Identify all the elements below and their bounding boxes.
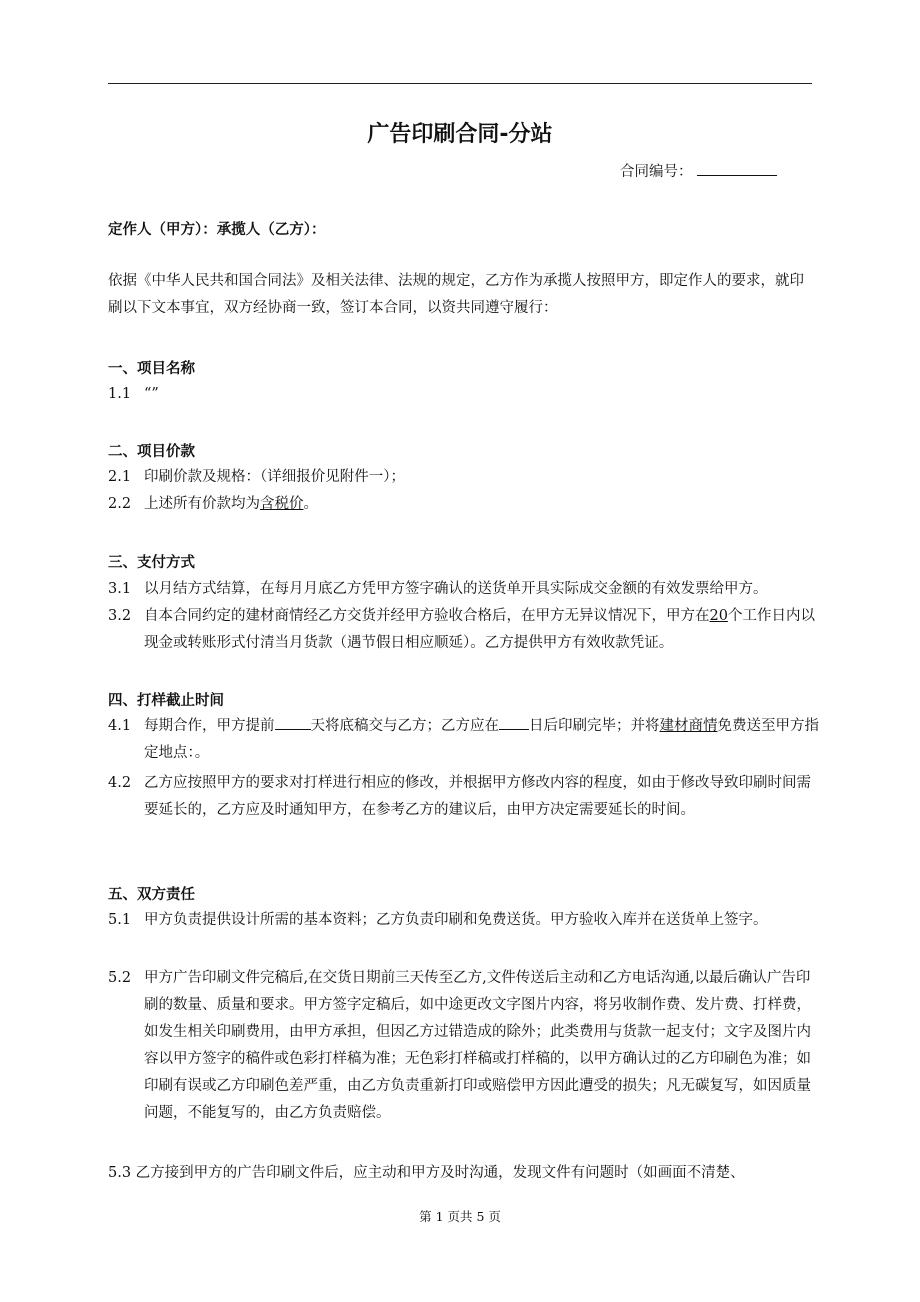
clause-text: 5.3 乙方接到甲方的广告印刷文件后，应主动和甲方及时沟通，发现文件有问题时（如画面不清楚、: [108, 1165, 745, 1181]
clause-text: 甲方负责提供设计所需的基本资料；乙方负责印刷和免费送货。甲方验收入库并在送货单上签字。: [144, 912, 768, 928]
days-count: 20: [709, 608, 728, 624]
clause-number: 4.2: [108, 775, 132, 791]
clause-text: “”: [144, 386, 159, 402]
tax-inclusive-term: 含税价: [260, 496, 304, 512]
header-rule: [108, 83, 812, 84]
clause-text: 甲方广告印刷文件完稿后,在交货日期前三天传至乙方,文件传送后主动和乙方电话沟通,以最后确认广告印刷的数量、质量和要求。甲方签字定稿后，如中途更改文字图片内容，将另收制作费、发片费、打样费，如发生相关印刷费用，由甲方承担，但因乙方过错造成的除外；此类费用与货款一起支付；文字及图片内容以甲方签字的稿件或色彩打样稿为准；无色彩打样稿或打样稿的，以甲方确认过的乙方印刷色为准；如印刷有误或乙方印刷色差严重，由乙方负责重新打印或赔偿甲方因此遭受的损失；凡无碳复写，如因质量问题，不能复写的，由乙方负责赔偿。: [144, 970, 811, 1121]
clause-number: 2.1: [108, 469, 132, 485]
clause-3-2: [108, 603, 820, 657]
clause-number: 5.1: [108, 912, 132, 928]
clause-5-2: [108, 965, 820, 1127]
contract-number-label: 合同编号：: [620, 164, 693, 180]
intro-paragraph: 依据《中华人民共和国合同法》及相关法律、法规的规定，乙方作为承揽人按照甲方，即定作人的要求，就印刷以下文本事宜，双方经协商一致，签订本合同，以资共同遵守履行：: [108, 273, 804, 316]
clause-number: 1.1: [108, 386, 132, 402]
section-heading-4: 四、打样截止时间: [108, 693, 224, 709]
clause-text: 以月结方式结算，在每月月底乙方凭甲方签字确认的送货单开具实际成交金额的有效发票给甲方。: [144, 581, 768, 597]
clause-text: 印刷价款及规格：（详细报价见附件一）；: [144, 469, 405, 485]
page-footer: 第 1 页共 5 页: [419, 1209, 501, 1224]
clause-number: 5.2: [108, 970, 132, 986]
clause-1-1: [108, 381, 820, 408]
clause-number: 3.1: [108, 581, 132, 597]
blank-days-before: [275, 716, 311, 730]
clause-4-2: [108, 770, 820, 824]
section-heading-1: 一、项目名称: [108, 361, 195, 377]
clause-3-1: [108, 576, 820, 603]
clause-2-1: [108, 464, 820, 491]
clause-text: 乙方应按照甲方的要求对打样进行相应的修改，并根据甲方修改内容的程度，如由于修改导致印刷时间需要延长的，乙方应及时通知甲方，在参考乙方的建议后，由甲方决定需要延长的时间。: [144, 775, 811, 818]
parties-line: 定作人（甲方）：承揽人（乙方）：: [108, 222, 326, 238]
clause-number: 2.2: [108, 496, 132, 512]
clause-5-3: [108, 1160, 820, 1187]
materials-term: 建材商情: [659, 718, 718, 734]
clause-2-2: [108, 491, 820, 518]
contract-number-blank: [697, 161, 777, 176]
clause-number: 3.2: [108, 608, 132, 624]
blank-days-after: [499, 716, 529, 730]
clause-number: 4.1: [108, 718, 132, 734]
section-heading-5: 五、双方责任: [108, 887, 195, 903]
section-heading-2: 二、项目价款: [108, 444, 195, 460]
clause-text: 自本合同约定的建材商情经乙方交货并经甲方验收合格后，在甲方无异议情况下，甲方在20个工作日内以现金或转账形式付清当月货款（遇节假日相应顺延）。乙方提供甲方有效收款凭证。: [144, 608, 815, 651]
clause-5-1: [108, 907, 820, 934]
clause-text: 上述所有价款均为含税价。: [144, 496, 318, 512]
contract-number: [620, 160, 777, 181]
section-heading-3: 三、支付方式: [108, 555, 195, 571]
document-title: 广告印刷合同-分站: [367, 122, 553, 147]
clause-4-1: [108, 713, 820, 767]
clause-text: 每期合作，甲方提前 天将底稿交与乙方；乙方应在 日后印刷完毕；并将建材商情免费送至甲方指定地点：。: [144, 718, 819, 761]
